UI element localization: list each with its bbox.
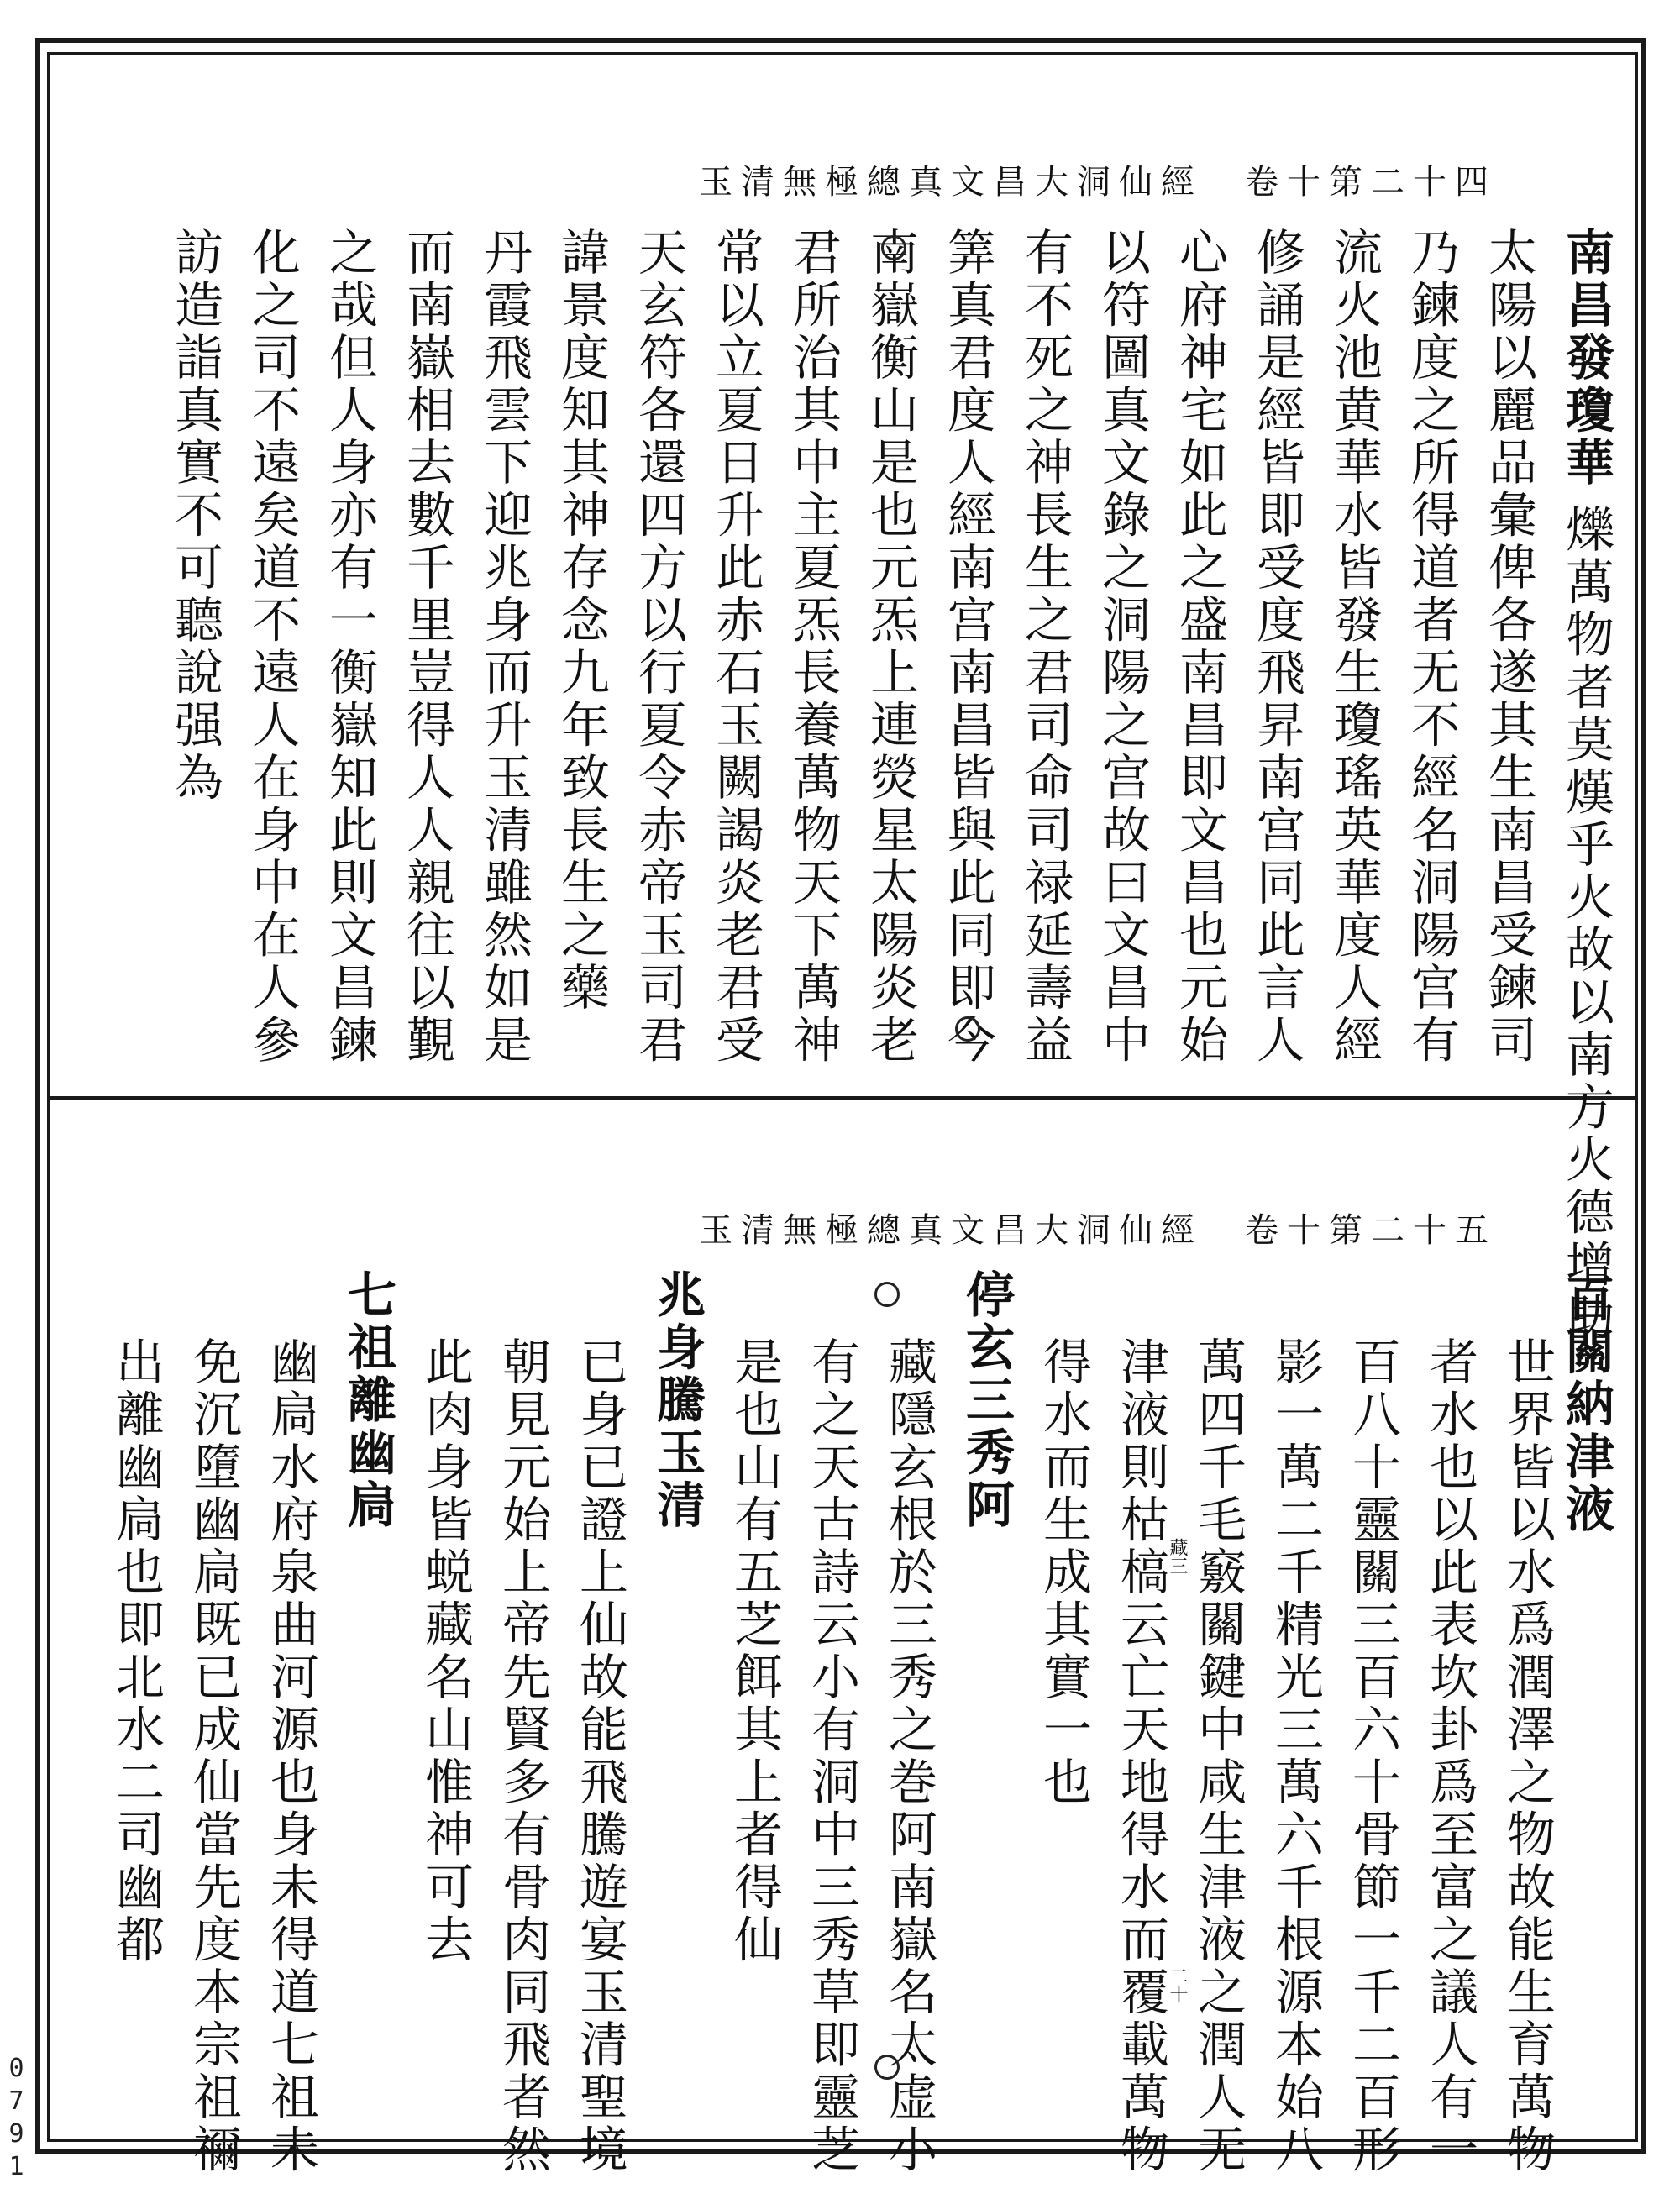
top-column-13: 天玄符各還四方以行夏令赤帝玉司君 — [630, 227, 687, 1067]
paragraph-marker-circle — [874, 1282, 900, 1307]
top-column-14: 諱景度知其神存念九年致長生之藥 — [553, 227, 610, 1015]
top-column-10: 南嶽衡山是也元炁上連熒星太陽炎老 — [862, 227, 919, 1067]
bottom-column-18: 幽扃水府泉曲河源也身未得道七祖未 — [262, 1336, 319, 2176]
top-column-8: 有不死之神長生之君司命司禄延壽益 — [1016, 227, 1074, 1067]
bottom-running-header: 玉清無極總真文昌大洞仙經 卷十第二十五 — [699, 1211, 1497, 1250]
top-column-2: 太陽以麗品彙俾各遂其生南昌受鍊司 — [1480, 227, 1537, 1067]
panel-divider — [47, 1096, 1638, 1100]
bottom-column-6: 萬四千毛竅關鍵中咸生津液之潤人无 — [1189, 1336, 1247, 2176]
top-column-12: 常以立夏日升此赤石玉闕謁炎老君受 — [707, 227, 764, 1067]
top-column-18: 化之司不遠矣道不遠人在身中在人參 — [244, 227, 301, 1067]
bottom-column-1-heading: 百關納津液 — [1557, 1273, 1614, 1536]
top-running-header: 玉清無極總真文昌大洞仙經 卷十第二十四 — [699, 163, 1497, 202]
top-column-3: 乃鍊度之所得道者无不經名洞陽宫有 — [1403, 227, 1460, 1067]
top-column-4: 流火池黄華水皆發生瓊瑤英華度人經 — [1326, 227, 1383, 1067]
paragraph-marker-circle — [874, 2055, 900, 2080]
bottom-column-3: 者水也以此表坎卦爲至富之議人有一 — [1421, 1336, 1478, 2176]
bottom-column-20: 出離幽扃也即北水二司幽都 — [108, 1336, 165, 1966]
bottom-column-8: 得水而生成其實一也 — [1035, 1336, 1092, 1809]
bottom-column-13-heading: 兆身騰玉清 — [648, 1269, 706, 1532]
top-column-1-cont: 爍萬物者莫熯乎火故以南方火德增助 — [1557, 504, 1614, 1344]
bottom-column-10: 藏隱玄根於三秀之巻阿南嶽名太虚小 — [880, 1336, 937, 2176]
interlinear-note: 藏三 — [1167, 1538, 1188, 1575]
bottom-column-9-heading: 停玄三秀阿 — [958, 1269, 1015, 1532]
interlinear-note: 二十 — [1167, 1966, 1188, 2003]
top-column-6: 心府神宅如此之盛南昌即文昌也元始 — [1171, 227, 1228, 1067]
bottom-panel — [50, 1101, 1635, 2176]
page-number: 0791 — [2, 2054, 31, 2185]
top-column-11: 君所治其中主夏炁長養萬物天下萬神 — [785, 227, 842, 1067]
top-column-17: 之哉但人身亦有一衡嶽知此則文昌鍊 — [321, 227, 378, 1067]
bottom-column-5: 影一萬二千精光三萬六千根源本始八 — [1267, 1336, 1324, 2176]
top-column-16: 而南嶽相去數千里豈得人人親往以覲 — [398, 227, 455, 1067]
bottom-column-17-heading: 七祖離幽扃 — [339, 1269, 396, 1532]
bottom-column-16: 此肉身皆蜕藏名山惟神可去 — [417, 1336, 474, 1966]
bottom-column-15: 朝見元始上帝先賢多有骨肉同飛者然 — [494, 1336, 551, 2176]
bottom-column-7: 津液則枯槁云亡天地得水而覆載萬物 — [1112, 1336, 1169, 2176]
bottom-column-11: 有之天古詩云小有洞中三秀草即靈芝 — [803, 1336, 860, 2176]
top-column-19: 訪造詣真實不可聽說强為 — [166, 227, 223, 805]
top-column-9: 筭真君度人經南宫南昌皆與此同即今 — [939, 227, 996, 1067]
top-column-15: 丹霞飛雲下迎兆身而升玉清雖然如是 — [475, 227, 533, 1067]
bottom-column-14: 已身已證上仙故能飛騰遊宴玉清聖境 — [571, 1336, 628, 2176]
paragraph-marker-circle — [955, 1016, 980, 1042]
paragraph-marker-circle — [881, 235, 906, 260]
bottom-column-2: 世界皆以水爲潤澤之物故能生育萬物 — [1499, 1336, 1556, 2176]
top-column-5: 修誦是經皆即受度飛昇南宫同此言人 — [1248, 227, 1305, 1067]
bottom-column-12: 是也山有五芝餌其上者得仙 — [726, 1336, 783, 1966]
bottom-column-19: 免沉墮幽扃既已成仙當先度本宗祖禰 — [185, 1336, 242, 2176]
top-column-7: 以符圖真文錄之洞陽之宫故曰文昌中 — [1094, 227, 1151, 1067]
top-column-1-heading: 南昌發瓊華 — [1557, 227, 1614, 490]
bottom-column-4: 百八十靈關三百六十骨節一千二百形 — [1344, 1336, 1401, 2176]
